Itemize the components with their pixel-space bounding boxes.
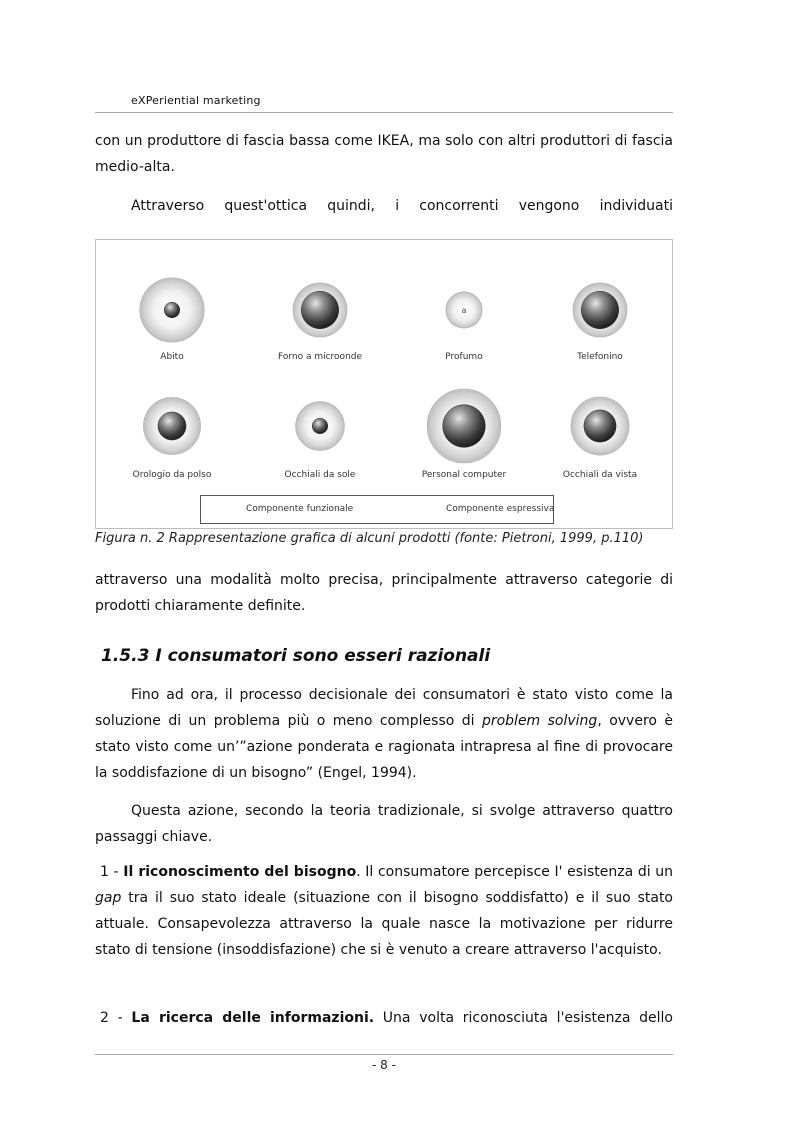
figure-caption: Figura n. 2 Rappresentazione grafica di alcuni prodotti (fonte: Pietroni, 1999, p.110) [95,531,644,546]
product-label-occhiali-da-vista: Occhiali da vista [562,470,638,480]
figure-legend [200,495,554,524]
product-personal-computer [427,389,501,463]
section-paragraph-2: Questa azione, secondo la teoria tradizionale, si svolge attraverso quattro passaggi chiave. [95,803,673,845]
para1-text-b: , ovvero è stato visto come un’”azione ponderata e ragionata intrapresa al fine di provocare la soddisfazione di un bisogno” (Engel, 1994). [95,713,673,781]
step-2-text-a: Una volta riconosciuta l'esistenza dello [374,1010,673,1026]
step-1-text-b: tra il suo stato ideale (situazione con il bisogno soddisfatto) e il suo stato attuale. Consapevolezza attraverso la quale nasce la motivazione per ridurre stato di tensione (insoddisfazione) che si è venuto a creare attraverso l'acquisto. [95,890,673,958]
functional-component-circle [312,418,328,434]
paragraph-1: con un produttore di fascia bassa come IKEA, ma solo con altri produttori di fascia medio-alta. [95,133,673,175]
product-profumo [446,292,482,328]
product-label-orologio-da-polso: Orologio da polso [132,470,212,480]
paragraph-3: attraverso una modalità molto precisa, principalmente attraverso categorie di prodotti chiaramente definite. [95,572,673,614]
para1-emphasis: problem solving [481,713,598,729]
product-orologio-da-polso [143,397,200,454]
product-occhiali-da-sole [296,402,345,451]
legend-expressive-label: Componente espressiva [446,504,555,514]
step-2-number: 2 - [100,1010,132,1026]
product-forno-a-microonde [293,283,347,337]
step-2-title: La ricerca delle informazioni. [131,1010,375,1026]
page-number: - 8 - [372,1058,396,1072]
functional-component-circle [443,405,486,448]
product-label-forno-a-microonde: Forno a microonde [277,352,363,362]
product-label-abito: Abito [160,352,184,362]
core-mark: a [461,306,467,315]
step-1-number: 1 - [100,864,124,880]
step-1-emphasis: gap [95,890,122,906]
legend-functional-label: Componente funzionale [246,504,354,514]
section-paragraph-1 [95,682,673,786]
step-2 [95,1005,673,1031]
product-label-profumo: Profumo [445,352,483,362]
functional-component-circle [584,410,616,442]
step-1 [95,859,673,963]
functional-component-circle [581,291,618,328]
functional-component-circle [164,302,180,318]
step-1-title: Il riconoscimento del bisogno [123,864,357,880]
section-title: 1.5.3 I consumatori sono esseri razionali [101,646,491,666]
product-label-personal-computer: Personal computer [421,470,507,480]
circles-layer [140,278,629,463]
product-occhiali-da-vista [571,397,629,455]
figure-box [95,239,673,529]
header-rule [95,112,673,113]
para1-text-a: Fino ad ora, il processo decisionale dei consumatori è stato visto come la soluzione di un problema più o meno complesso di [95,687,673,729]
footer-rule [95,1054,673,1055]
product-telefonino [573,283,627,337]
functional-component-circle [158,412,186,440]
step-1-text-a: . Il consumatore percepisce I' esistenza di un [356,864,674,880]
figure-svg [96,240,672,528]
product-abito [140,278,204,342]
running-head: eXPeriential marketing [131,94,261,107]
paragraph-2: Attraverso quest'ottica quindi, i concorrenti vengono individuati [131,198,673,214]
functional-component-circle [301,291,338,328]
product-label-occhiali-da-sole: Occhiali da sole [284,470,356,480]
product-label-telefonino: Telefonino [577,352,623,362]
